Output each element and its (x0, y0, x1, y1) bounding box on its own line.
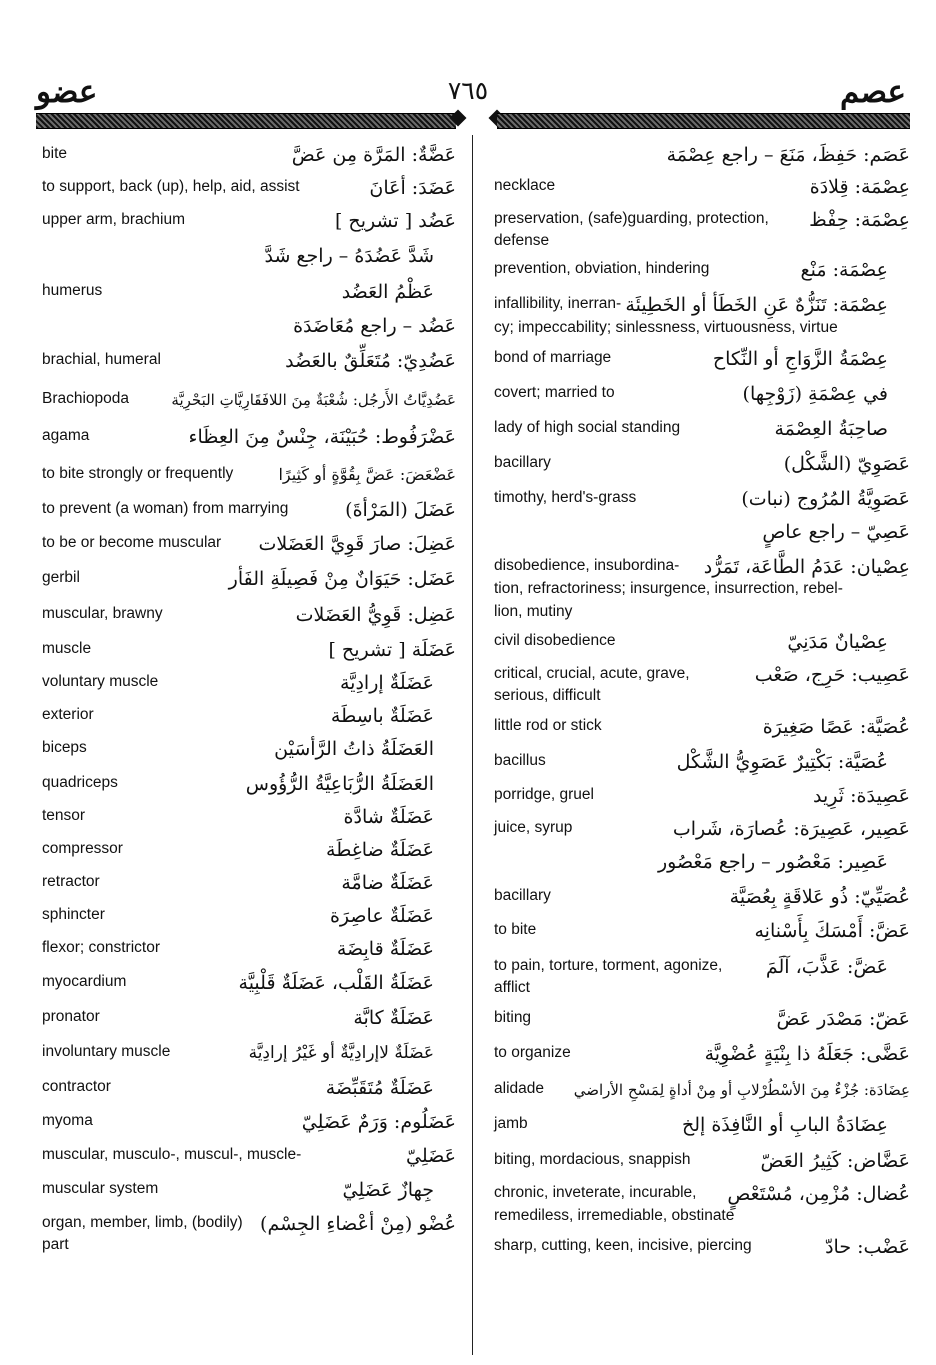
entry-english: lady of high social standing (494, 419, 681, 436)
entry-english: to prevent (a woman) from marrying (42, 500, 289, 517)
entry-english: gerbil (42, 569, 80, 586)
entry-english: Brachiopoda (42, 390, 130, 407)
entry-arabic: عَضَلَةٌ كابَّة (353, 1007, 434, 1029)
entry-english: infallibility, inerran- (494, 295, 622, 312)
entry-arabic: عَضَلَ (المَرْأةَ) (345, 499, 456, 521)
entry-arabic: عَضَلَةٌ عاصِرَة (329, 905, 434, 927)
entry-arabic: عَضَلَةٌ ضامَّة (341, 872, 434, 894)
entry-english: covert; married to (494, 384, 615, 401)
entry-arabic: في عِصْمَةِ (زَوْجِها) (742, 383, 888, 405)
entry-arabic: عَضَدَ: أعَانَ (369, 177, 456, 199)
entry-arabic: عَضَّى: جَعَلَهُ ذا بِنْيَةٍ عُضْوِيَّة (704, 1043, 910, 1065)
entry-arabic: عَضُدِيّ: مُتَعَلِّقٌ بالعَضُد (285, 350, 456, 372)
entry-arabic: عَضَلَةٌ شادَّة (343, 806, 434, 828)
entry-arabic: جِهازٌ عَضَلِيّ (342, 1179, 434, 1201)
entry-arabic: عَصَوِيّ (الشَّكْل) (783, 453, 910, 475)
entry-english: to support, back (up), help, aid, assist (42, 178, 300, 195)
entry-arabic: عَضَلِيّ (406, 1145, 456, 1167)
entry-arabic: عَضْعَضَ: عَضَّ بِقُوَّةٍ أو كَثِيرًا (278, 465, 456, 484)
entry-arabic: عَضّ: مَصْدَر عَضَّ (776, 1008, 910, 1030)
entry-english-continued: tion, refractoriness; insurgence, insurrection, rebel- (494, 580, 843, 597)
entry-english-continued: cy; impeccability; sinlessness, virtuousness, virtue (494, 319, 838, 336)
entry-arabic: عَصَوِيَّةُ المُرُوج (نبات) (741, 488, 910, 510)
entry-english: bacillary (494, 454, 551, 471)
entry-english: involuntary muscle (42, 1043, 171, 1060)
entry-arabic: عَضَّاض: كَثِيرُ العَضّ (760, 1150, 910, 1172)
entry-arabic: عِصْمَة: تَنَزُّهٌ عَنِ الخَطَأ أو الخَطِيئَة (625, 294, 888, 316)
entry-english: bond of marriage (494, 349, 612, 366)
entry-english: biting (494, 1009, 532, 1026)
entry-english: necklace (494, 177, 556, 194)
entry-arabic: عِصْمَة: قِلادَة (809, 176, 910, 198)
entry-english: bacillus (494, 752, 546, 769)
entry-english: jamb (494, 1115, 528, 1132)
entry-arabic: عَضْرَفُوط: حُبَيْنَة، جِنْسٌ مِنَ العِظَاء (188, 426, 456, 448)
entry-english: compressor (42, 840, 123, 857)
entry-arabic: عَصِير: مَعْصُور – راجع مَعْصُور (657, 851, 888, 873)
entry-arabic: عِصْمَةُ الزَّوَاجِ أو النِّكاح (712, 348, 888, 370)
entry-english: muscular system (42, 1180, 159, 1197)
entry-english-continued: part (42, 1236, 69, 1253)
entry-english: muscle (42, 640, 92, 657)
entry-english: quadriceps (42, 774, 118, 791)
entry-arabic: عِصْيانٌ مَدَنِيّ (787, 631, 888, 653)
header-guide-word-left: عضو (36, 74, 98, 110)
entry-english: myoma (42, 1112, 93, 1129)
entry-arabic: عِصْمَة: حِفْظ (809, 209, 910, 231)
entry-arabic: عَضَّةٌ: المَرَّة مِن عَضَّ (291, 144, 456, 166)
entry-english: bacillary (494, 887, 551, 904)
entry-arabic: العَضَلَةُ الرُّبَاعِيَّةُ الرُّؤُوس (245, 773, 434, 795)
entry-english: biting, mordacious, snappish (494, 1151, 691, 1168)
right-column (494, 0, 910, 1365)
entry-arabic: عَضَّ: أَمْسَكَ بِأَسْنانِه (754, 920, 910, 942)
entry-arabic: عَضَلُوم: وَرَمٌ عَضَلِيّ (301, 1111, 456, 1133)
entry-english: biceps (42, 739, 87, 756)
entry-english: porridge, gruel (494, 786, 594, 803)
entry-arabic: عَصِيب: حَرِج، صَعْب (754, 664, 910, 686)
entry-english: organ, member, limb, (bodily) (42, 1214, 243, 1231)
entry-english-continued: serious, difficult (494, 687, 601, 704)
entry-english: little rod or stick (494, 717, 602, 734)
entry-english: sharp, cutting, keen, incisive, piercing (494, 1237, 752, 1254)
entry-arabic: عَضُد [ تشريح ] (334, 210, 456, 232)
entry-arabic: عَضِل: قَوِيُّ العَضَلات (295, 604, 456, 626)
entry-arabic: عِضَادَةُ البابِ أو النَّافِذَة إلخ (681, 1114, 888, 1136)
entry-arabic: عَضَلَة [ تشريح ] (328, 639, 456, 661)
entry-arabic: عِصْمَة: مَنْع (800, 259, 888, 281)
entry-english: myocardium (42, 973, 127, 990)
entry-english: exterior (42, 706, 94, 723)
entry-arabic: عَضَلَةٌ ضاغِطَة (326, 839, 434, 861)
entry-english: to organize (494, 1044, 571, 1061)
entry-english: preservation, (safe)guarding, protection, (494, 210, 769, 227)
entry-arabic: عَصِيدَة: ثَرِيد (813, 785, 910, 807)
entry-arabic: عَضِلَ: صارَ قَوِيَّ العَضَلات (258, 533, 456, 555)
entry-arabic: عَضَلَةٌ إرادِيَّة (340, 672, 434, 694)
entry-arabic: صاحِبَةُ العِصْمَة (774, 418, 888, 440)
entry-english: sphincter (42, 906, 105, 923)
entry-arabic: عُضْو (مِنْ أعْضاءِ الجِسْم) (260, 1213, 456, 1235)
column-divider (472, 135, 473, 1355)
entry-english: voluntary muscle (42, 673, 159, 690)
entry-arabic: العَضَلَةُ ذاتُ الرَّأسَيْن (274, 738, 434, 760)
left-column (42, 0, 456, 1365)
entry-english: muscular, brawny (42, 605, 163, 622)
page-number: ٧٦٥ (447, 76, 489, 105)
entry-english: timothy, herd's-grass (494, 489, 637, 506)
entry-arabic: عَصِير، عَصِيرَة: عُصارَة، شَراب (672, 818, 910, 840)
header-guide-word-right: عصم (839, 74, 906, 110)
entry-english: tensor (42, 807, 86, 824)
entry-english-continued: remediless, irremediable, obstinate (494, 1207, 735, 1224)
entry-arabic: عَضَلَةٌ باسِطَة (330, 705, 434, 727)
entry-arabic: عَضُدِيَّاتُ الأَرجُل: شُعْبَةٌ مِنَ اللافَقَارِيَّاتِ البَحْرِيَّة (171, 391, 456, 409)
entry-arabic: عَضَلَةٌ مُتَقَبِّضَة (325, 1077, 434, 1099)
entry-arabic: عُضال: مُزْمِن، مُسْتَعْصٍ (727, 1183, 910, 1205)
entry-english: brachial, humeral (42, 351, 161, 368)
entry-arabic: عُصَيَّة: عَصًا صَغِيرَة (762, 716, 910, 738)
entry-english-continued: lion, mutiny (494, 603, 573, 620)
entry-arabic: عَضَل: حَيَوَانٌ مِنْ فَصِيلَةِ الفَأر (228, 568, 456, 590)
entry-arabic: عِضَادَة: جُزْءٌ مِنَ الأسْطُرْلابِ أو مِنْ أداةٍ لِمَسْحِ الأراضي (573, 1081, 910, 1099)
entry-english: to be or become muscular (42, 534, 222, 551)
entry-arabic: عَضْب: حادّ (825, 1236, 910, 1258)
entry-arabic: عَضَلَةٌ قابِضَة (336, 938, 434, 960)
entry-arabic: عُصَيَّة: بَكْتِيرٌ عَصَوِيُّ الشَّكْل (676, 751, 888, 773)
entry-arabic: عَصَم: حَفِظَ، مَنَعَ – راجع عِصْمَة (666, 144, 910, 166)
entry-english: retractor (42, 873, 100, 890)
entry-arabic: عَضَلَةُ القَلْب، عَضَلَةٌ قَلْبِيَّة (238, 972, 434, 994)
entry-english: to bite (494, 921, 537, 938)
entry-english: juice, syrup (494, 819, 573, 836)
entry-english: critical, crucial, acute, grave, (494, 665, 690, 682)
entry-english: bite (42, 145, 67, 162)
entry-english: disobedience, insubordina- (494, 557, 680, 574)
entry-arabic: عَصِيّ – راجع عاصٍ (762, 521, 910, 543)
entry-english: chronic, inveterate, incurable, (494, 1184, 697, 1201)
entry-english: to bite strongly or frequently (42, 465, 234, 482)
entry-arabic: شَدَّ عَضُدَهُ – راجع شَدَّ (264, 245, 434, 267)
entry-english: flexor; constrictor (42, 939, 161, 956)
entry-arabic: عُصَيِّيّ: ذُو عَلاقَةٍ بِعُصَيَّة (729, 886, 910, 908)
entry-english: pronator (42, 1008, 100, 1025)
entry-arabic: عَضَّ: عَذَّبَ، آلَمَ (765, 956, 888, 978)
entry-english: muscular, musculo-, muscul-, muscle- (42, 1146, 302, 1163)
entry-english: contractor (42, 1078, 111, 1095)
entry-arabic: عَضَلَةٌ لاإرادِيَّةٌ أو غَيْرُ إرادِيَّة (248, 1043, 434, 1063)
entry-english-continued: defense (494, 232, 550, 249)
entry-arabic: عَضُد – راجع مُعَاضَدَة (293, 315, 456, 337)
entry-english: prevention, obviation, hindering (494, 260, 710, 277)
entry-english: upper arm, brachium (42, 211, 186, 228)
entry-english: humerus (42, 282, 103, 299)
entry-english: agama (42, 427, 90, 444)
entry-english: civil disobedience (494, 632, 616, 649)
entry-english: to pain, torture, torment, agonize, (494, 957, 723, 974)
entry-arabic: عِصْيان: عَدَمُ الطَّاعَة، تَمَرُّد (703, 556, 910, 578)
entry-english-continued: afflict (494, 979, 530, 996)
entry-arabic: عَظْمُ العَضُد (341, 281, 434, 303)
entry-english: alidade (494, 1080, 544, 1097)
